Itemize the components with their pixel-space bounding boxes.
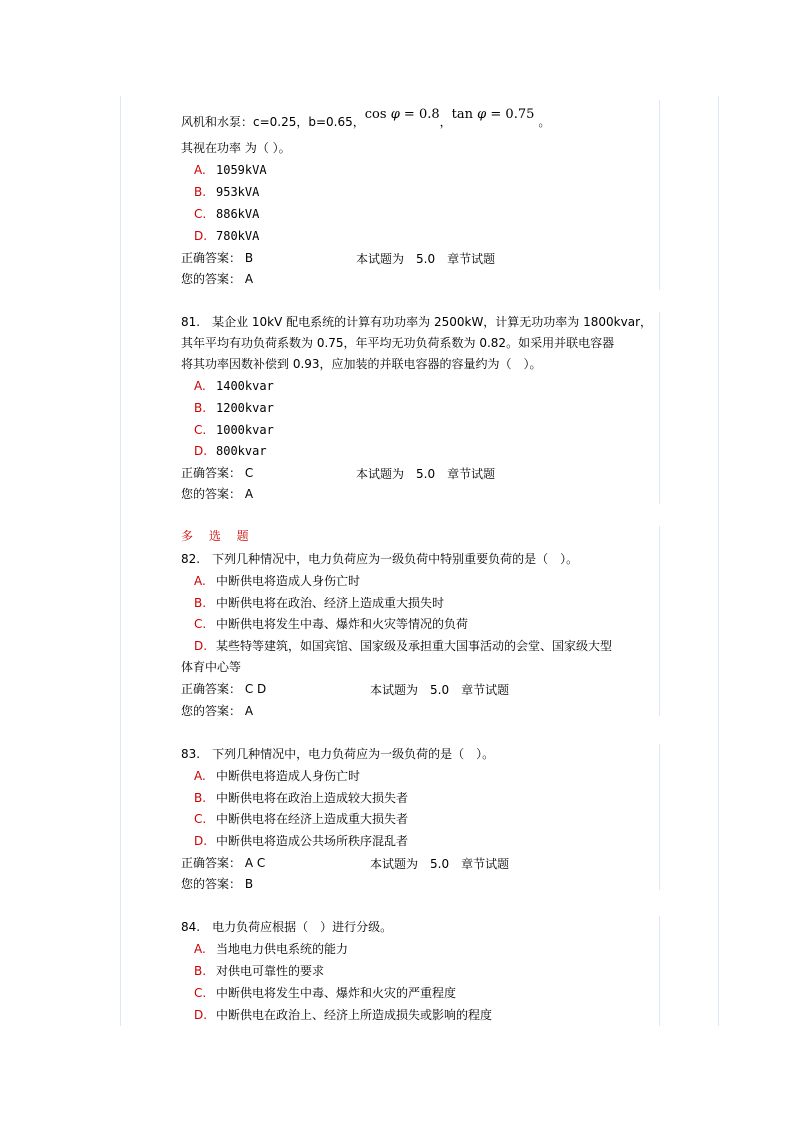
q80-end: 。 (538, 115, 551, 129)
q82-score: 本试题为 5.0 章节试题 (370, 683, 510, 697)
q82-option-a[interactable]: A. 中断供电将造成人身伤亡时 (194, 574, 361, 588)
q80-your-answer: 您的答案： A (181, 272, 254, 286)
q83-right-line (659, 744, 660, 890)
q80-correct-answer: 正确答案： B (181, 251, 254, 265)
q82-your-answer: 您的答案： A (181, 704, 254, 718)
q82-option-c[interactable]: C. 中断供电将发生中毒、爆炸和火灾等情况的负荷 (194, 617, 469, 631)
q82-option-d[interactable]: D. 某些特等建筑，如国宾馆、国家级及承担重大国事活动的会堂、国家级大型 (194, 639, 613, 653)
q80-option-a[interactable]: A. 1059kVA (194, 163, 267, 177)
q84-stem: 84. 电力负荷应根据（ ）进行分级。 (181, 920, 393, 934)
q83-option-a[interactable]: A. 中断供电将造成人身伤亡时 (194, 769, 361, 783)
q84-option-b[interactable]: B. 对供电可靠性的要求 (194, 964, 325, 978)
q82-right-line (659, 526, 660, 716)
q84-option-a[interactable]: A. 当地电力供电系统的能力 (194, 942, 349, 956)
q80-score: 本试题为 5.0 章节试题 (356, 252, 496, 266)
q84-option-c[interactable]: C. 中断供电将发生中毒、爆炸和火灾的严重程度 (194, 986, 457, 1000)
q80-option-d[interactable]: D. 780kVA (194, 229, 260, 243)
right-border-line (718, 96, 719, 1026)
q83-score: 本试题为 5.0 章节试题 (370, 857, 510, 871)
q83-correct-answer: 正确答案： A C (181, 856, 266, 870)
q80-stem: 其视在功率 为（ ）。 (181, 141, 291, 155)
q83-option-d[interactable]: D. 中断供电将造成公共场所秩序混乱者 (194, 834, 409, 848)
q81-stem-line-2: 其年平均有功负荷系数为 0.75，年平均无功负荷系数为 0.82。如采用并联电容器 (181, 336, 615, 350)
q80-tan-formula: tan φ = 0.75 (451, 107, 535, 122)
q80-separator: ， (439, 115, 452, 129)
q82-correct-answer: 正确答案： C D (181, 682, 267, 696)
q81-option-c[interactable]: C. 1000kvar (194, 423, 274, 437)
q83-option-b[interactable]: B. 中断供电将在政治上造成较大损失者 (194, 791, 409, 805)
q81-stem-line-3: 将其功率因数补偿到 0.93，应加装的并联电容器的容量约为（ ）。 (181, 357, 542, 371)
q83-stem: 83. 下列几种情况中，电力负荷应为一级负荷的是（ ）。 (181, 747, 495, 761)
q81-stem-line-1: 81. 某企业 10kV 配电系统的计算有功功率为 2500kW，计算无功功率为 1800kvar， (181, 315, 653, 329)
q80-option-c[interactable]: C. 886kVA (194, 207, 260, 221)
q84-right-line (659, 916, 660, 1026)
q81-option-a[interactable]: A. 1400kvar (194, 379, 274, 393)
q80-intro-text: 风机和水泵：c=0.25，b=0.65， (181, 115, 365, 129)
q80-cos-formula: cos φ = 0.8 (364, 107, 440, 122)
q80-option-b[interactable]: B. 953kVA (194, 185, 260, 199)
q81-option-d[interactable]: D. 800kvar (194, 444, 267, 458)
q81-right-line (659, 312, 660, 504)
q84-option-d[interactable]: D. 中断供电在政治上、经济上所造成损失或影响的程度 (194, 1008, 493, 1022)
q81-your-answer: 您的答案： A (181, 487, 254, 501)
section-title: 多 选 题 (181, 529, 255, 543)
q81-correct-answer: 正确答案： C (181, 466, 254, 480)
q80-intro (181, 107, 551, 131)
q83-option-c[interactable]: C. 中断供电将在经济上造成重大损失者 (194, 812, 409, 826)
q82-option-b[interactable]: B. 中断供电将在政治、经济上造成重大损失时 (194, 596, 445, 610)
q81-score: 本试题为 5.0 章节试题 (356, 467, 496, 481)
left-border-line (120, 96, 121, 1026)
q83-your-answer: 您的答案： B (181, 877, 254, 891)
q81-option-b[interactable]: B. 1200kvar (194, 401, 274, 415)
q82-option-d-continued: 体育中心等 (181, 660, 242, 674)
q82-stem: 82. 下列几种情况中，电力负荷应为一级负荷中特别重要负荷的是（ ）。 (181, 552, 579, 566)
q80-right-line (659, 100, 660, 290)
